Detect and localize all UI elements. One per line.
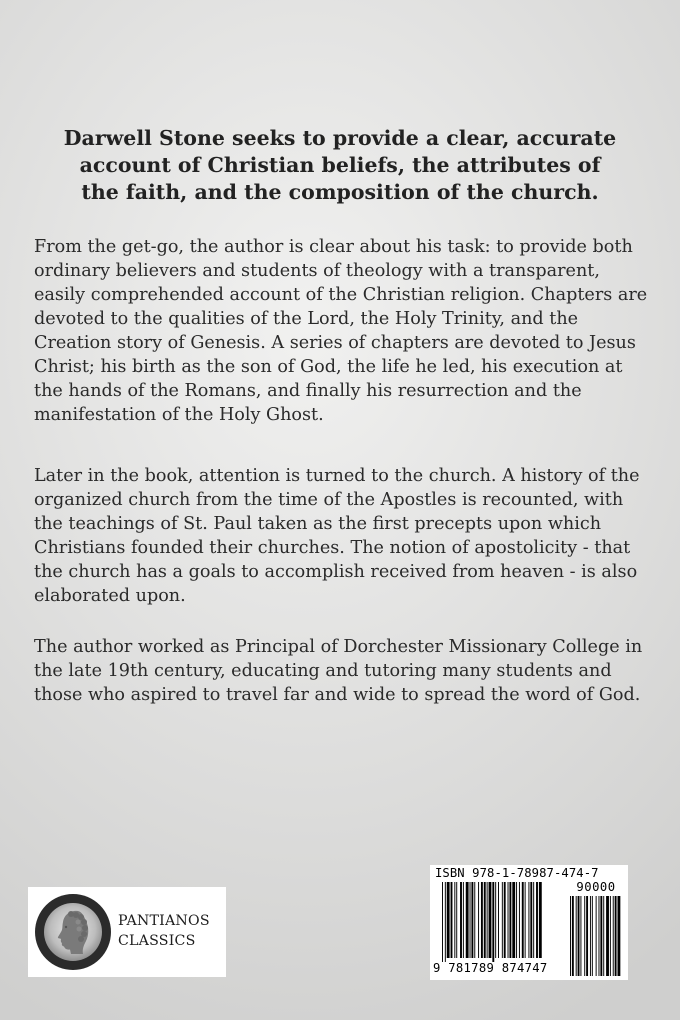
barcode-bar (509, 882, 511, 958)
description-paragraph-3: The author worked as Principal of Dorchester Missionary College in the late 19th century, educating and tutoring many students and those who aspired to travel far and wide to spread the word of God. (34, 637, 643, 705)
publisher-name (118, 911, 222, 951)
barcode-bar (463, 882, 464, 958)
barcode-bar (484, 882, 486, 958)
barcode-addon-bar (600, 896, 602, 976)
barcode-bar (508, 882, 509, 958)
barcode-bar (471, 882, 473, 958)
barcode-addon-bar (570, 896, 571, 976)
barcode-addon-bar (592, 896, 593, 976)
barcode-bar (495, 882, 496, 958)
barcode-addon-bar (610, 896, 611, 976)
publisher-name-line-1: PANTIANOS (118, 913, 210, 929)
barcode-addon-bar (596, 896, 597, 976)
barcode-bar (539, 882, 542, 958)
barcode-addon-bar (618, 896, 621, 976)
barcode-bar (492, 882, 494, 962)
barcode-bar (489, 882, 492, 958)
barcode-bar (516, 882, 517, 958)
barcode-bar (522, 882, 524, 958)
barcode-bar (456, 882, 457, 958)
barcode-addon-bar (572, 896, 574, 976)
lead-statement: Darwell Stone seeks to provide a clear, accurate account of Christian beliefs, the attributes of the faith, and the composition of the church. (63, 126, 617, 204)
barcode-addon-code: 90000 (576, 880, 616, 894)
barcode-addon-bar (603, 896, 604, 976)
barcode-addon-bar (576, 896, 577, 976)
barcode-bar (470, 882, 471, 958)
barcode-bar (536, 882, 538, 958)
barcode-addon-bar (599, 896, 600, 976)
barcode-bar (533, 882, 534, 958)
barcode-bar (445, 882, 446, 962)
barcode-bar (498, 882, 499, 958)
barcode-bar (512, 882, 515, 958)
publisher-name-line-2: CLASSICS (118, 933, 196, 949)
barcode-addon-bar (613, 896, 614, 976)
barcode-bar (447, 882, 450, 958)
barcode-bar (481, 882, 483, 958)
barcode-bar (530, 882, 532, 958)
barcode-addon-bar (590, 896, 591, 976)
isbn-label: ISBN 978-1-78987-474-7 (435, 866, 599, 880)
barcode-bar (502, 882, 503, 958)
barcode-addon-bar (615, 896, 617, 976)
barcode-bar (525, 882, 526, 958)
barcode-addon-bar (584, 896, 585, 976)
barcode-bar (454, 882, 455, 958)
barcode-bar (451, 882, 453, 958)
barcode-bar (519, 882, 520, 958)
classical-head-coin-icon (34, 893, 112, 971)
barcode-digits: 9 781789 874747 (433, 961, 548, 975)
barcode-bar (478, 882, 479, 958)
barcode-bar (442, 882, 443, 962)
publisher-logo-panel (28, 887, 226, 977)
barcode-addon-bar (578, 896, 580, 976)
barcode-bar (474, 882, 475, 958)
barcode-addon-bar (606, 896, 609, 976)
barcode-bar (528, 882, 529, 958)
isbn-barcode (430, 865, 628, 980)
barcode-bar (487, 882, 488, 958)
description-paragraph-2: Later in the book, attention is turned to the church. A history of the organized church from the time of the Apostles is recounted, with the teachings of St. Paul taken as the first precepts upon which Christians founded their churches. The notion of apostolicity - that the church has a goals to accomplish received from heaven - is also elaborated upon. (34, 466, 640, 606)
barcode-addon-bar (580, 896, 581, 976)
barcode-bar (466, 882, 469, 958)
description-paragraph-1: From the get-go, the author is clear about his task: to provide both ordinary believers and students of theology with a transparent, easily comprehended account of the Christian religion. Chapters are devoted to the qualities of the Lord, the Holy Trinity, and the Creation story of Genesis. A series of chapters are devoted to Jesus Christ; his birth as the son of God, the life he led, his execution at the hands of the Romans, and finally his resurrection and the manifestation of the Holy Ghost. (34, 237, 648, 425)
barcode-bar (460, 882, 462, 958)
barcode-bar (504, 882, 506, 958)
barcode-addon-bar (586, 896, 588, 976)
